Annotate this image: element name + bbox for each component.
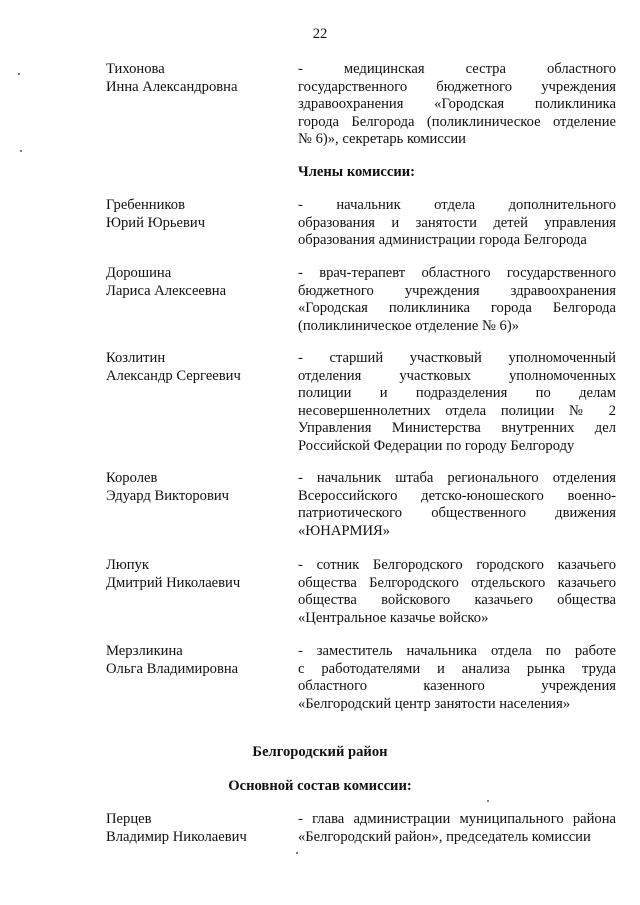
role-line: Российской Федерации по городу Белгороду	[298, 437, 575, 454]
role-line: (поликлиническое отделение № 6)»	[298, 317, 520, 334]
role-line: общества войскового казачьего общества	[298, 592, 616, 609]
person-role	[298, 470, 616, 540]
members-heading: Члены комиссии:	[298, 164, 416, 180]
role-line: «Белгородский район», председатель комиссии	[298, 828, 591, 845]
role-line: с работодателями и анализа рынка труда	[298, 660, 616, 677]
role-line: отделения участковых уполномоченных	[298, 367, 616, 384]
role-line: несовершеннолетних отдела полиции № 2	[298, 402, 616, 419]
role-line: - начальник отдела дополнительного	[298, 197, 616, 213]
surname: Люпук	[106, 557, 149, 573]
given-names: Дмитрий Николаевич	[106, 574, 241, 591]
surname: Мерзликина	[106, 643, 183, 659]
person-role	[298, 557, 616, 627]
role-line: Управления Министерства внутренних дел	[298, 420, 616, 437]
person-name	[106, 61, 286, 96]
role-line: - сотник Белгородского городского казачьего	[298, 557, 616, 573]
surname: Гребенников	[106, 197, 185, 213]
given-names: Юрий Юрьевич	[106, 214, 206, 231]
surname: Королев	[106, 470, 158, 486]
role-line: государственного бюджетного учреждения	[298, 78, 616, 95]
person-name	[106, 265, 286, 300]
scan-speck	[18, 73, 20, 75]
role-line: «Центральное казачье войско»	[298, 609, 489, 626]
scan-speck	[487, 800, 489, 802]
person-role	[298, 197, 616, 250]
given-names: Лариса Алексеевна	[106, 282, 227, 299]
role-line: - начальник штаба регионального отделения	[298, 470, 616, 486]
role-line: «Городская поликлиника города Белгорода	[298, 300, 616, 317]
given-names: Инна Александровна	[106, 78, 238, 95]
person-role	[298, 265, 616, 335]
page-number: 22	[312, 26, 328, 42]
person-name	[106, 811, 286, 846]
given-names: Александр Сергеевич	[106, 367, 241, 384]
surname: Перцев	[106, 811, 152, 827]
role-line: полиции и подразделения по делам	[298, 385, 616, 402]
given-names: Эдуард Викторович	[106, 487, 230, 504]
person-name	[106, 197, 286, 232]
person-name	[106, 350, 286, 385]
role-line: города Белгорода (поликлиническое отделение	[298, 113, 616, 130]
scan-speck	[296, 852, 298, 854]
role-line: - старший участковый уполномоченный	[298, 350, 616, 366]
role-line: - заместитель начальника отдела по работе	[298, 643, 616, 659]
district-heading: Белгородский район	[252, 744, 388, 760]
person-role	[298, 61, 616, 149]
role-line: образования и занятости детей управления	[298, 214, 616, 231]
person-name	[106, 470, 286, 505]
role-line: образования администрации города Белгорода	[298, 232, 587, 249]
surname: Дорошина	[106, 265, 172, 281]
role-line: областного казенного учреждения	[298, 678, 616, 695]
person-name	[106, 557, 286, 592]
person-role	[298, 350, 616, 456]
scan-speck	[20, 150, 22, 152]
role-line: - врач-терапевт областного государственного	[298, 265, 616, 281]
role-line: здравоохранения «Городская поликлиника	[298, 96, 616, 113]
surname: Тихонова	[106, 61, 165, 77]
role-line: патриотического общественного движения	[298, 505, 616, 522]
role-line: - глава администрации муниципального района	[298, 811, 616, 827]
role-line: № 6)», секретарь комиссии	[298, 131, 466, 148]
person-name	[106, 643, 286, 678]
role-line: - медицинская сестра областного	[298, 61, 616, 77]
main-composition-heading: Основной состав комиссии:	[228, 778, 412, 794]
person-role	[298, 811, 616, 846]
role-line: «Белгородский центр занятости населения»	[298, 695, 571, 712]
given-names: Ольга Владимировна	[106, 660, 239, 677]
person-role	[298, 643, 616, 713]
role-line: Всероссийского детско-юношеского военно-	[298, 487, 616, 504]
surname: Козлитин	[106, 350, 166, 366]
role-line: общества Белгородского отдельского казачьего	[298, 574, 616, 591]
role-line: бюджетного учреждения здравоохранения	[298, 282, 616, 299]
given-names: Владимир Николаевич	[106, 828, 247, 845]
role-line: «ЮНАРМИЯ»	[298, 522, 391, 539]
